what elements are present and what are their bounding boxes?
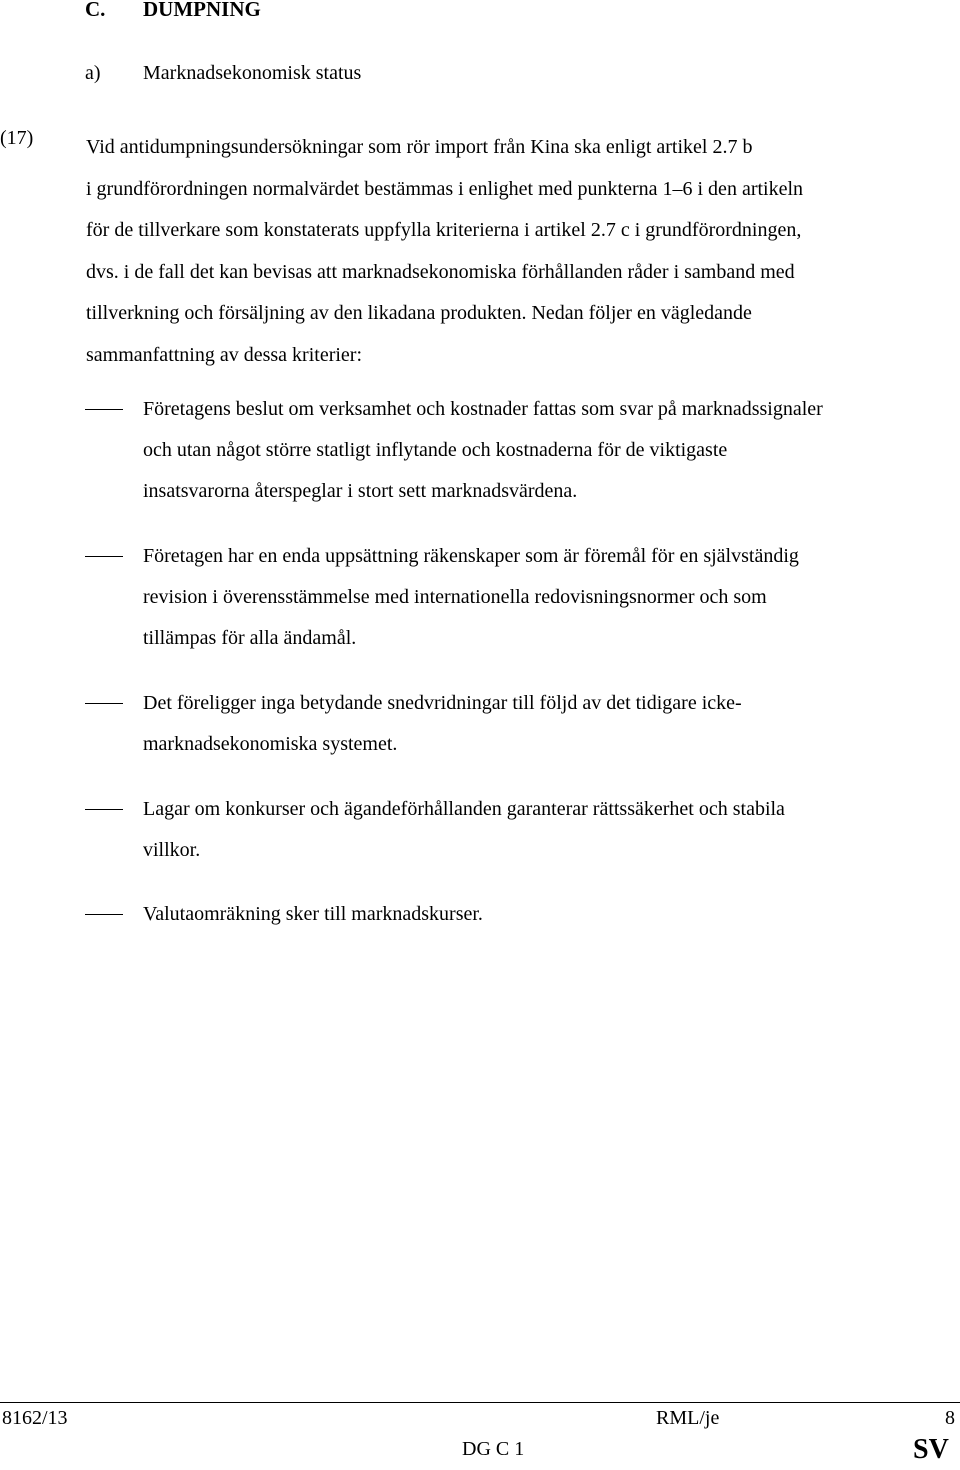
criterion-line: marknadsekonomiska systemet. — [143, 733, 398, 756]
page-number: 8 — [945, 1407, 955, 1429]
paragraph-line: för de tillverkare som konstaterats uppfylla kriterierna i artikel 2.7 c i grundförordningen, — [86, 219, 802, 242]
paragraph-line: sammanfattning av dessa kriterier: — [86, 343, 363, 366]
dash-bullet-icon — [85, 409, 123, 410]
author-initials: RML/je — [656, 1407, 720, 1429]
criterion-text — [143, 789, 955, 871]
document-number: 8162/13 — [2, 1407, 68, 1429]
paragraph-line: dvs. i de fall det kan bevisas att marknadsekonomiska förhållanden råder i samband med — [86, 260, 795, 283]
directorate-label: DG C 1 — [462, 1438, 525, 1460]
dash-bullet-icon — [85, 809, 123, 810]
criterion-text — [143, 894, 955, 935]
paragraph-number: (17) — [0, 127, 34, 149]
criterion-line: Det föreligger inga betydande snedvridningar till följd av det tidigare icke- — [143, 692, 742, 714]
criterion-line: Lagar om konkurser och ägandeförhållanden garanterar rättssäkerhet och stabila — [143, 798, 785, 820]
criterion-line: Företagen har en enda uppsättning räkenskaper som är föremål för en självständig — [143, 545, 799, 567]
paragraph-line: i grundförordningen normalvärdet bestämmas i enlighet med punkterna 1–6 i den artikeln — [86, 177, 804, 200]
subsection-label: a) — [85, 62, 101, 84]
criterion-text — [143, 683, 955, 765]
paragraph-body — [86, 127, 946, 377]
dash-bullet-icon — [85, 703, 123, 704]
language-code: SV — [913, 1434, 949, 1465]
criterion-text — [143, 536, 955, 660]
dash-bullet-icon — [85, 914, 123, 915]
criterion-line: och utan något större statligt inflytande och kostnaderna för de viktigaste — [143, 439, 728, 462]
subsection-title: Marknadsekonomisk status — [143, 62, 362, 84]
criterion-text — [143, 389, 955, 513]
criterion-line: Företagens beslut om verksamhet och kostnader fattas som svar på marknadssignaler — [143, 398, 823, 420]
criterion-line: tillämpas för alla ändamål. — [143, 627, 357, 650]
paragraph-line: Vid antidumpningsundersökningar som rör import från Kina ska enligt artikel 2.7 b — [86, 136, 753, 158]
criterion-line: insatsvarorna återspeglar i stort sett marknadsvärdena. — [143, 480, 578, 503]
criterion-line: Valutaomräkning sker till marknadskurser. — [143, 903, 483, 925]
dash-bullet-icon — [85, 556, 123, 557]
section-title: DUMPNING — [143, 0, 261, 21]
criterion-line: revision i överensstämmelse med internationella redovisningsnormer och som — [143, 586, 767, 609]
section-number: C. — [85, 0, 106, 21]
criterion-line: villkor. — [143, 839, 201, 862]
footer-divider — [0, 1402, 960, 1403]
paragraph-line: tillverkning och försäljning av den likadana produkten. Nedan följer en vägledande — [86, 302, 752, 325]
